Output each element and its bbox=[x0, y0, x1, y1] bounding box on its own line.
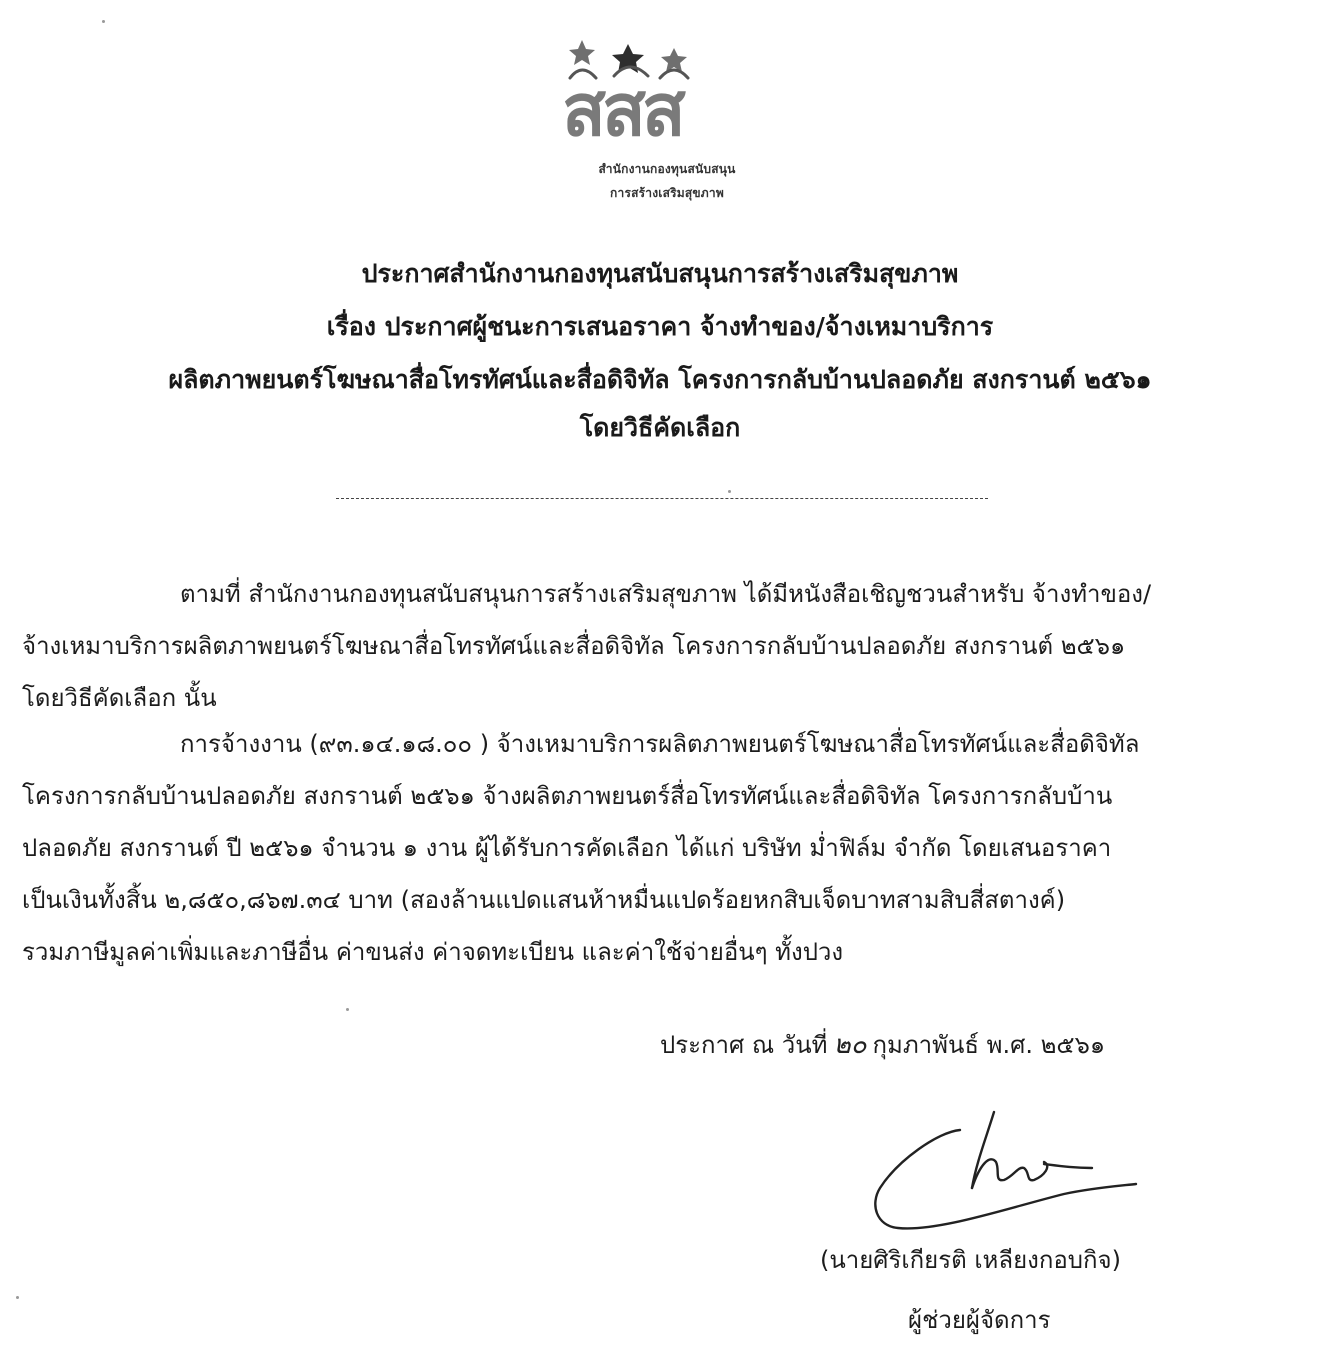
date-month-year: กุมภาพันธ์ พ.ศ. ๒๕๖๑ bbox=[872, 1031, 1106, 1059]
logo-caption-line1: สำนักงานกองทุนสนับสนุน bbox=[598, 162, 736, 176]
date-day-handwritten: ๒๐ bbox=[833, 1030, 867, 1060]
scan-speck bbox=[16, 1296, 19, 1299]
heading-project: ผลิตภาพยนตร์โฆษณาสื่อโทรทัศน์และสื่อดิจิทัล โครงการกลับบ้านปลอดภัย สงกรานต์ ๒๕๖๑ bbox=[168, 365, 1152, 394]
date-prefix: ประกาศ ณ วันที่ bbox=[660, 1031, 828, 1059]
paragraph-line: ตามที่ สำนักงานกองทุนสนับสนุนการสร้างเสริมสุขภาพ ได้มีหนังสือเชิญชวนสำหรับ จ้างทำของ/ bbox=[180, 580, 1152, 608]
paragraph-line: รวมภาษีมูลค่าเพิ่มและภาษีอื่น ค่าขนส่ง ค่าจดทะเบียน และค่าใช้จ่ายอื่นๆ ทั้งปวง bbox=[22, 938, 844, 966]
announcement-date bbox=[660, 1024, 1105, 1065]
handwritten-signature bbox=[868, 1104, 1148, 1234]
heading-subject: เรื่อง ประกาศผู้ชนะการเสนอราคา จ้างทำของ/จ้างเหมาบริการ bbox=[326, 312, 994, 341]
paragraph-invitation bbox=[22, 568, 1302, 724]
paragraph-line: จ้างเหมาบริการผลิตภาพยนตร์โฆษณาสื่อโทรทัศน์และสื่อดิจิทัล โครงการกลับบ้านปลอดภัย สงกรานต์ ๒๕๖๑ bbox=[22, 632, 1126, 660]
scan-speck bbox=[346, 1008, 349, 1011]
logo-caption-line2: การสร้างเสริมสุขภาพ bbox=[610, 186, 724, 200]
scan-speck bbox=[102, 20, 105, 23]
paragraph-line: โครงการกลับบ้านปลอดภัย สงกรานต์ ๒๕๖๑ จ้างผลิตภาพยนตร์สื่อโทรทัศน์และสื่อดิจิทัล โครงการกลับบ้าน bbox=[22, 782, 1113, 810]
thaihealth-logo bbox=[556, 32, 766, 210]
paragraph-line: เป็นเงินทั้งสิ้น ๒,๘๕๐,๘๖๗.๓๔ บาท (สองล้านแปดแสนห้าหมื่นแปดร้อยหกสิบเจ็ดบาทสามสิบสี่สตางค์) bbox=[22, 886, 1066, 914]
logo-mark: สสส bbox=[562, 68, 682, 152]
heading-divider bbox=[336, 498, 988, 499]
heading-method: โดยวิธีคัดเลือก bbox=[579, 413, 741, 442]
paragraph-line: โดยวิธีคัดเลือก นั้น bbox=[22, 684, 217, 712]
paragraph-line: ปลอดภัย สงกรานต์ ปี ๒๕๖๑ จำนวน ๑ งาน ผู้ได้รับการคัดเลือก ได้แก่ บริษัท ม่ำฟิล์ม จำกัด โดยเสนอราคา bbox=[22, 834, 1112, 862]
paragraph-line: การจ้างงาน (๙๓.๑๔.๑๘.๐๐ ) จ้างเหมาบริการผลิตภาพยนตร์โฆษณาสื่อโทรทัศน์และสื่อดิจิทัล bbox=[180, 730, 1140, 758]
scan-speck bbox=[728, 490, 731, 493]
heading-title: ประกาศสำนักงานกองทุนสนับสนุนการสร้างเสริมสุขภาพ bbox=[361, 259, 959, 288]
paragraph-award bbox=[22, 718, 1302, 978]
signer-title: ผู้ช่วยผู้จัดการ bbox=[908, 1306, 1051, 1334]
signer-name: (นายศิริเกียรติ เหลียงกอบกิจ) bbox=[820, 1246, 1121, 1274]
